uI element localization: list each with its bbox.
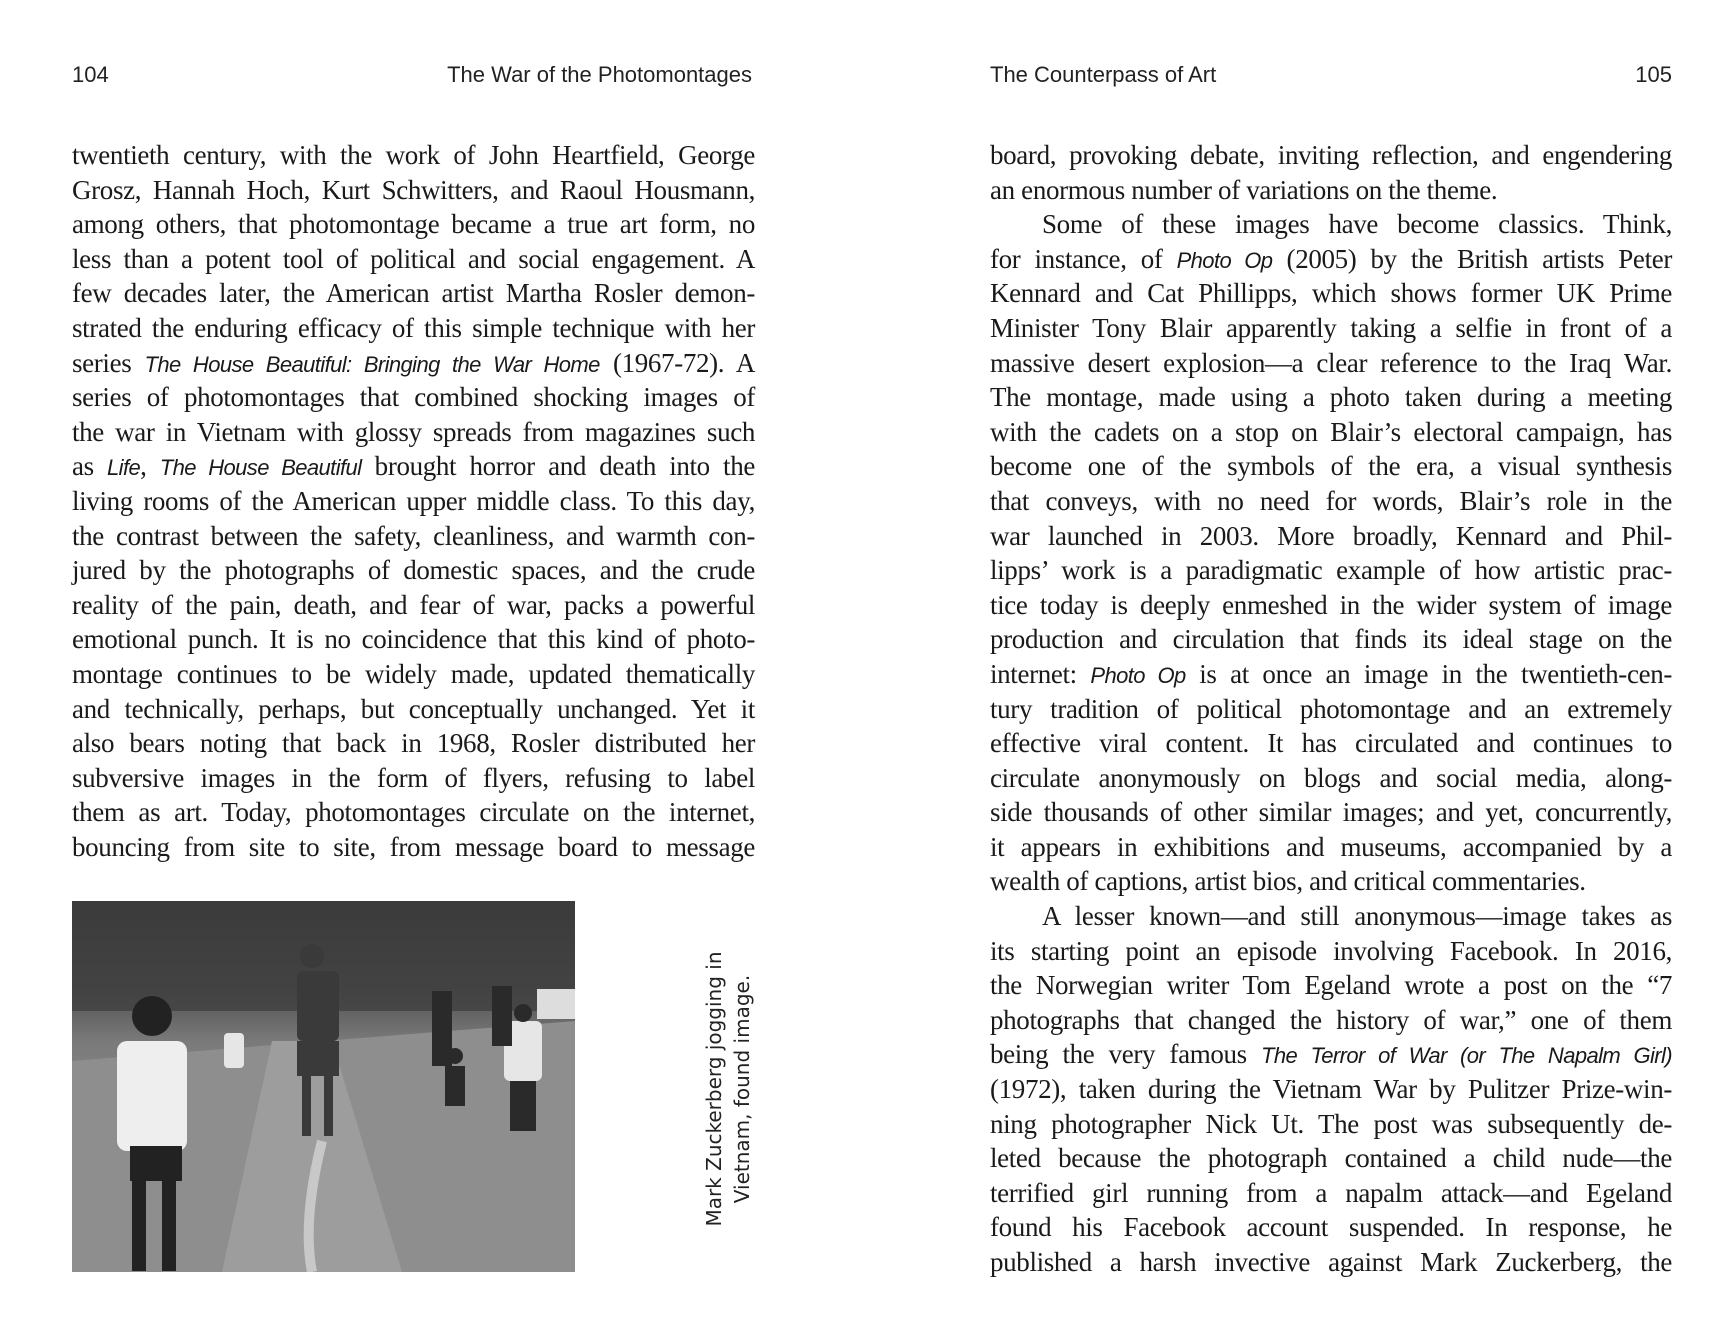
text-line xyxy=(990,1176,1672,1211)
text-run: that conveys, with no need for words, Blair’s role in the xyxy=(990,485,1672,516)
text-run: war launched in 2003. More broadly, Kennard and Phil- xyxy=(990,520,1672,551)
text-run: internet: xyxy=(990,658,1091,689)
text-line xyxy=(990,173,1672,208)
text-line xyxy=(990,311,1672,346)
italic-title: The Terror of War (or The Napalm Girl) xyxy=(1261,1043,1672,1069)
text-run: being the very famous xyxy=(990,1039,1262,1070)
running-head: The War of the Photomontages xyxy=(447,62,752,87)
text-run: (1967-72). A xyxy=(599,347,755,378)
text-run: A lesser known—and still anonymous—image takes as xyxy=(1042,901,1672,932)
text-run: tury tradition of political photomontage and an extremely xyxy=(990,693,1672,724)
text-line xyxy=(72,795,755,830)
italic-title: The House Beautiful: Bringing the War Home xyxy=(144,351,600,377)
text-line xyxy=(72,346,755,381)
text-run: and technically, perhaps, but conceptually unchanged. Yet it xyxy=(72,693,755,724)
text-line xyxy=(990,276,1672,311)
text-line xyxy=(990,380,1672,415)
text-run: with the cadets on a stop on Blair’s electoral campaign, has xyxy=(990,416,1672,447)
text-run: leted because the photograph contained a child nude—the xyxy=(990,1143,1672,1174)
text-line xyxy=(990,346,1672,381)
text-run: series of photomontages that combined shocking images of xyxy=(72,382,755,413)
italic-title: Life xyxy=(107,455,141,481)
italic-title: The House Beautiful xyxy=(159,455,362,481)
text-run: its starting point an episode involving Facebook. In 2016, xyxy=(990,935,1672,966)
text-line xyxy=(990,242,1672,277)
text-run: it appears in exhibitions and museums, accompanied by a xyxy=(990,831,1672,862)
running-head: The Counterpass of Art xyxy=(990,62,1217,87)
text-line xyxy=(72,242,755,277)
text-run: subversive images in the form of flyers, refusing to label xyxy=(72,762,755,793)
text-line xyxy=(990,726,1672,761)
text-run: emotional punch. It is no coincidence that this kind of photo- xyxy=(72,624,755,655)
text-run: for instance, of xyxy=(990,243,1177,274)
text-line xyxy=(72,173,755,208)
text-run: jured by the photographs of domestic spaces, and the crude xyxy=(72,555,755,586)
text-run: lipps’ work is a paradigmatic example of how artistic prac- xyxy=(990,555,1672,586)
text-run: photographs that changed the history of war,” one of them xyxy=(990,1004,1672,1035)
text-run: as xyxy=(72,451,108,482)
text-line xyxy=(990,484,1672,519)
text-run: an enormous number of variations on the theme. xyxy=(990,174,1498,205)
text-run: wealth of captions, artist bios, and critical commentaries. xyxy=(990,866,1586,897)
text-run: strated the enduring efficacy of this simple technique with her xyxy=(72,312,755,343)
body-text xyxy=(990,138,1672,1280)
text-run: tice today is deeply enmeshed in the wider system of image xyxy=(990,589,1672,620)
text-line xyxy=(72,484,755,519)
text-run: massive desert explosion—a clear reference to the Iraq War. xyxy=(990,347,1672,378)
text-line xyxy=(72,311,755,346)
text-line xyxy=(990,588,1672,623)
text-run: Some of these images have become classics. Think, xyxy=(1042,209,1672,240)
text-line xyxy=(990,864,1672,899)
text-run: the war in Vietnam with glossy spreads from magazines such xyxy=(72,416,755,447)
text-line xyxy=(72,622,755,657)
text-line xyxy=(990,968,1672,1003)
text-line xyxy=(72,138,755,173)
text-run: terrified girl running from a napalm attack—and Egeland xyxy=(990,1177,1672,1208)
text-line xyxy=(990,1107,1672,1142)
text-line xyxy=(72,415,755,450)
text-line xyxy=(990,415,1672,450)
text-line xyxy=(990,692,1672,727)
text-line xyxy=(72,276,755,311)
text-line xyxy=(72,553,755,588)
text-line xyxy=(990,1245,1672,1280)
text-line xyxy=(72,519,755,554)
text-line xyxy=(990,553,1672,588)
text-run: reality of the pain, death, and fear of war, packs a powerful xyxy=(72,589,755,620)
text-run: The montage, made using a photo taken during a meeting xyxy=(990,382,1672,413)
text-line xyxy=(72,449,755,484)
text-run: (1972), taken during the Vietnam War by Pulitzer Prize-win- xyxy=(990,1074,1672,1105)
text-line xyxy=(990,449,1672,484)
text-line xyxy=(990,795,1672,830)
text-line xyxy=(72,657,755,692)
text-line xyxy=(72,726,755,761)
text-line xyxy=(990,830,1672,865)
caption-line: Mark Zuckerberg jogging in xyxy=(702,951,726,1227)
text-run: twentieth century, with the work of John Heartfield, George xyxy=(72,140,755,170)
text-run: ning photographer Nick Ut. The post was subsequently de- xyxy=(990,1108,1672,1139)
page-number: 105 xyxy=(1635,62,1672,87)
text-run: the contrast between the safety, cleanliness, and warmth con- xyxy=(72,520,755,551)
body-text xyxy=(72,138,755,864)
text-line xyxy=(72,380,755,415)
text-line xyxy=(72,692,755,727)
text-run: Grosz, Hannah Hoch, Kurt Schwitters, and Raoul Housmann, xyxy=(72,174,755,205)
text-run: series xyxy=(72,347,145,378)
page-number: 104 xyxy=(72,62,109,87)
text-run: circulate anonymously on blogs and social media, along- xyxy=(990,762,1672,793)
text-line xyxy=(990,934,1672,969)
text-run: published a harsh invective against Mark Zuckerberg, the xyxy=(990,1247,1672,1277)
text-line xyxy=(990,519,1672,554)
text-line xyxy=(72,761,755,796)
text-run: become one of the symbols of the era, a visual synthesis xyxy=(990,451,1672,482)
text-line xyxy=(990,1141,1672,1176)
right-page xyxy=(866,0,1732,1338)
figure-photo xyxy=(72,901,575,1272)
text-line xyxy=(990,761,1672,796)
text-run: Minister Tony Blair apparently taking a selfie in front of a xyxy=(990,312,1672,343)
text-run: , xyxy=(140,451,160,482)
text-line xyxy=(990,138,1672,173)
text-run: also bears noting that back in 1968, Rosler distributed her xyxy=(72,728,755,759)
text-run: them as art. Today, photomontages circulate on the internet, xyxy=(72,797,755,828)
text-run: less than a potent tool of political and social engagement. A xyxy=(72,243,755,274)
text-run: living rooms of the American upper middle class. To this day, xyxy=(72,485,755,516)
text-run: (2005) by the British artists Peter xyxy=(1272,243,1672,274)
figure-caption xyxy=(700,944,770,1234)
text-line xyxy=(990,1072,1672,1107)
text-run: among others, that photomontage became a true art form, no xyxy=(72,209,755,240)
text-line xyxy=(72,207,755,242)
caption-line: Vietnam, found image. xyxy=(730,974,754,1204)
text-line xyxy=(990,657,1672,692)
text-run: board, provoking debate, inviting reflection, and engendering xyxy=(990,140,1672,170)
text-line xyxy=(990,1210,1672,1245)
text-run: found his Facebook account suspended. In response, he xyxy=(990,1212,1672,1243)
text-line xyxy=(990,1037,1672,1072)
text-line xyxy=(990,899,1672,934)
italic-title: Photo Op xyxy=(1090,662,1186,688)
text-line xyxy=(72,830,755,865)
text-run: few decades later, the American artist Martha Rosler demon- xyxy=(72,278,755,309)
text-run: side thousands of other similar images; and yet, concurrently, xyxy=(990,797,1672,828)
text-run: is at once an image in the twentieth-cen- xyxy=(1185,658,1673,689)
text-run: bouncing from site to site, from message board to message xyxy=(72,831,755,862)
text-run: montage continues to be widely made, updated thematically xyxy=(72,658,755,689)
text-run: effective viral content. It has circulated and continues to xyxy=(990,728,1672,759)
text-line xyxy=(990,622,1672,657)
text-line xyxy=(990,207,1672,242)
text-run: Kennard and Cat Phillipps, which shows former UK Prime xyxy=(990,278,1672,309)
italic-title: Photo Op xyxy=(1176,247,1273,273)
text-run: the Norwegian writer Tom Egeland wrote a post on the “7 xyxy=(990,970,1672,1001)
text-run: production and circulation that finds its ideal stage on the xyxy=(990,624,1672,655)
text-line xyxy=(990,1003,1672,1038)
text-run: brought horror and death into the xyxy=(361,451,755,482)
text-line xyxy=(72,588,755,623)
